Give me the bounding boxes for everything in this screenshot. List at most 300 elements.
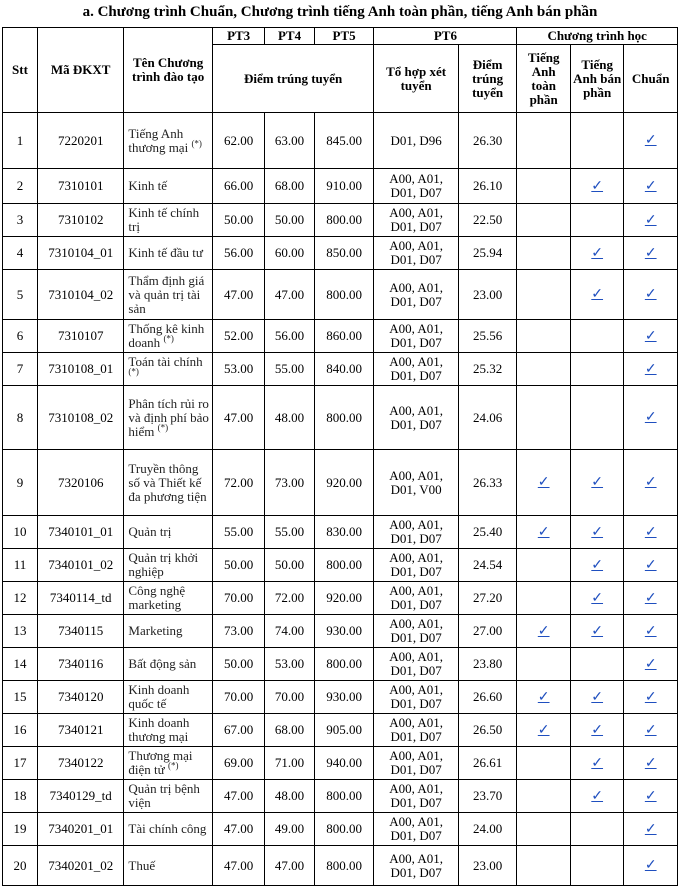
check-icon: ✓ — [644, 788, 657, 804]
cell-diem: 26.10 — [458, 169, 517, 204]
cell-stt: 13 — [3, 615, 38, 648]
program-name: Quản trị bệnh viện — [128, 781, 200, 810]
cell-diem: 23.00 — [458, 270, 517, 320]
cell-pt3: 47.00 — [212, 846, 264, 886]
cell-pt3: 50.00 — [212, 549, 264, 582]
cell-chuan — [624, 204, 678, 237]
header-pt6: PT6 — [374, 28, 517, 45]
cell-stt: 4 — [3, 237, 38, 270]
cell-pt5: 860.00 — [314, 320, 374, 353]
check-icon: ✓ — [537, 623, 550, 639]
table-row — [3, 113, 678, 169]
cell-pt5: 930.00 — [314, 681, 374, 714]
check-icon: ✓ — [644, 755, 657, 771]
cell-chuan — [624, 270, 678, 320]
check-icon: ✓ — [591, 524, 604, 540]
check-icon: ✓ — [644, 656, 657, 672]
check-icon: ✓ — [591, 722, 604, 738]
cell-chuan — [624, 681, 678, 714]
cell-chuan — [624, 549, 678, 582]
cell-ten — [124, 549, 212, 582]
cell-diem: 25.56 — [458, 320, 517, 353]
cell-ten — [124, 582, 212, 615]
cell-chuan — [624, 169, 678, 204]
cell-diem: 23.00 — [458, 846, 517, 886]
cell-pt3: 47.00 — [212, 780, 264, 813]
cell-pt4: 50.00 — [265, 204, 314, 237]
cell-pt5: 800.00 — [314, 780, 374, 813]
cell-ta-toan-phan — [517, 648, 571, 681]
program-name: Kinh tế — [128, 178, 168, 193]
cell-diem: 24.06 — [458, 386, 517, 450]
cell-diem: 26.50 — [458, 714, 517, 747]
cell-ma: 7220201 — [37, 113, 123, 169]
cell-to-hop: A00, A01, D01, D07 — [374, 549, 458, 582]
check-icon: ✓ — [537, 524, 550, 540]
cell-chuan — [624, 714, 678, 747]
cell-diem: 23.80 — [458, 648, 517, 681]
cell-ma: 7340116 — [37, 648, 123, 681]
check-icon: ✓ — [537, 722, 550, 738]
check-icon: ✓ — [644, 133, 657, 148]
cell-ten — [124, 237, 212, 270]
cell-ta-ban-phan — [570, 813, 624, 846]
cell-ma: 7310107 — [37, 320, 123, 353]
cell-pt5: 910.00 — [314, 169, 374, 204]
cell-ten — [124, 747, 212, 780]
cell-to-hop: A00, A01, D01, D07 — [374, 204, 458, 237]
cell-stt: 18 — [3, 780, 38, 813]
check-icon: ✓ — [644, 475, 657, 490]
table-row — [3, 516, 678, 549]
cell-to-hop: D01, D96 — [374, 113, 458, 169]
cell-pt5: 800.00 — [314, 270, 374, 320]
cell-to-hop: A00, A01, D01, D07 — [374, 237, 458, 270]
cell-ta-ban-phan — [570, 681, 624, 714]
cell-to-hop: A00, A01, D01, V00 — [374, 450, 458, 516]
cell-diem: 26.30 — [458, 113, 517, 169]
table-row — [3, 846, 678, 886]
cell-diem: 27.20 — [458, 582, 517, 615]
cell-pt3: 47.00 — [212, 386, 264, 450]
cell-stt: 20 — [3, 846, 38, 886]
cell-diem: 24.00 — [458, 813, 517, 846]
program-name: Quản trị khởi nghiệp — [128, 550, 199, 579]
table-row — [3, 615, 678, 648]
cell-pt4: 68.00 — [265, 714, 314, 747]
cell-pt3: 70.00 — [212, 582, 264, 615]
check-icon: ✓ — [591, 755, 604, 771]
cell-diem: 25.94 — [458, 237, 517, 270]
cell-chuan — [624, 582, 678, 615]
cell-ma: 7310101 — [37, 169, 123, 204]
cell-pt3: 47.00 — [212, 813, 264, 846]
cell-stt: 6 — [3, 320, 38, 353]
cell-to-hop: A00, A01, D01, D07 — [374, 681, 458, 714]
check-icon: ✓ — [644, 623, 657, 639]
cell-pt5: 840.00 — [314, 353, 374, 386]
program-name: Quản trị — [128, 524, 172, 539]
cell-ten — [124, 648, 212, 681]
cell-pt3: 50.00 — [212, 648, 264, 681]
cell-diem: 25.40 — [458, 516, 517, 549]
cell-pt5: 800.00 — [314, 204, 374, 237]
cell-ma: 7340201_01 — [37, 813, 123, 846]
table-row — [3, 320, 678, 353]
table-row — [3, 813, 678, 846]
cell-ma: 7310108_02 — [37, 386, 123, 450]
cell-ta-ban-phan — [570, 516, 624, 549]
cell-to-hop: A00, A01, D01, D07 — [374, 169, 458, 204]
section-title: a. Chương trình Chuẩn, Chương trình tiếng Anh toàn phần, tiếng Anh bán phần — [82, 4, 598, 20]
cell-ta-ban-phan — [570, 169, 624, 204]
program-name: Bất động sản — [128, 656, 197, 671]
header-diem-trung-tuyen: Điểm trúng tuyển — [212, 45, 374, 113]
cell-pt4: 50.00 — [265, 549, 314, 582]
cell-chuan — [624, 747, 678, 780]
cell-pt3: 62.00 — [212, 113, 264, 169]
cell-stt: 9 — [3, 450, 38, 516]
cell-ten — [124, 353, 212, 386]
check-icon: ✓ — [644, 245, 657, 261]
check-icon: ✓ — [644, 557, 657, 573]
cell-pt3: 66.00 — [212, 169, 264, 204]
cell-pt5: 940.00 — [314, 747, 374, 780]
cell-stt: 5 — [3, 270, 38, 320]
check-icon: ✓ — [644, 410, 657, 425]
cell-ta-ban-phan — [570, 549, 624, 582]
cell-to-hop: A00, A01, D01, D07 — [374, 714, 458, 747]
cell-ma: 7310102 — [37, 204, 123, 237]
cell-pt3: 73.00 — [212, 615, 264, 648]
cell-chuan — [624, 648, 678, 681]
check-icon: ✓ — [644, 722, 657, 738]
header-stt: Stt — [3, 28, 38, 113]
cell-ta-toan-phan — [517, 386, 571, 450]
cell-chuan — [624, 780, 678, 813]
cell-stt: 17 — [3, 747, 38, 780]
cell-to-hop: A00, A01, D01, D07 — [374, 615, 458, 648]
cell-pt5: 800.00 — [314, 549, 374, 582]
cell-ta-ban-phan — [570, 320, 624, 353]
cell-ten — [124, 615, 212, 648]
cell-pt5: 800.00 — [314, 846, 374, 886]
cell-diem: 27.00 — [458, 615, 517, 648]
program-name: Truyền thông số và Thiết kế đa phương tiện — [128, 460, 207, 504]
header-diem: Điểm trúng tuyển — [458, 45, 517, 113]
cell-ten — [124, 320, 212, 353]
table-row — [3, 780, 678, 813]
cell-ta-toan-phan — [517, 846, 571, 886]
program-name: Toán tài chính — [128, 354, 203, 369]
cell-chuan — [624, 353, 678, 386]
cell-ma: 7340115 — [37, 615, 123, 648]
cell-ma: 7340114_td — [37, 582, 123, 615]
cell-to-hop: A00, A01, D01, D07 — [374, 846, 458, 886]
cell-pt3: 70.00 — [212, 681, 264, 714]
cell-ta-ban-phan — [570, 714, 624, 747]
cell-pt3: 52.00 — [212, 320, 264, 353]
cell-ma: 7340120 — [37, 681, 123, 714]
cell-ta-toan-phan — [517, 204, 571, 237]
program-name: Phân tích rủi ro và định phí bảo hiểm — [128, 395, 209, 439]
cell-chuan — [624, 813, 678, 846]
check-icon: ✓ — [591, 689, 604, 705]
footnote-mark: (*) — [128, 366, 139, 377]
cell-pt4: 72.00 — [265, 582, 314, 615]
cell-pt4: 47.00 — [265, 270, 314, 320]
cell-pt5: 920.00 — [314, 582, 374, 615]
cell-ma: 7310104_01 — [37, 237, 123, 270]
cell-pt5: 800.00 — [314, 813, 374, 846]
cell-ta-toan-phan — [517, 113, 571, 169]
cell-diem: 23.70 — [458, 780, 517, 813]
cell-pt4: 73.00 — [265, 450, 314, 516]
cell-ma: 7340201_02 — [37, 846, 123, 886]
cell-pt4: 74.00 — [265, 615, 314, 648]
cell-to-hop: A00, A01, D01, D07 — [374, 747, 458, 780]
cell-ta-toan-phan — [517, 237, 571, 270]
cell-ta-toan-phan — [517, 582, 571, 615]
check-icon: ✓ — [644, 212, 657, 228]
cell-pt4: 47.00 — [265, 846, 314, 886]
cell-ten — [124, 204, 212, 237]
check-icon: ✓ — [591, 475, 604, 490]
cell-chuan — [624, 113, 678, 169]
table-row — [3, 386, 678, 450]
cell-stt: 7 — [3, 353, 38, 386]
cell-diem: 26.33 — [458, 450, 517, 516]
table-row — [3, 204, 678, 237]
check-icon: ✓ — [591, 178, 604, 194]
cell-pt5: 905.00 — [314, 714, 374, 747]
footnote-mark: (*) — [167, 760, 179, 771]
check-icon: ✓ — [644, 287, 657, 302]
cell-chuan — [624, 237, 678, 270]
cell-pt4: 48.00 — [265, 386, 314, 450]
cell-chuan — [624, 516, 678, 549]
cell-ten — [124, 270, 212, 320]
program-name: Tiếng Anh thương mại — [128, 125, 189, 155]
cell-ma: 7340129_td — [37, 780, 123, 813]
check-icon: ✓ — [591, 623, 604, 639]
check-icon: ✓ — [591, 788, 604, 804]
cell-pt5: 850.00 — [314, 237, 374, 270]
check-icon: ✓ — [591, 590, 604, 606]
check-icon: ✓ — [644, 689, 657, 705]
cell-ta-ban-phan — [570, 386, 624, 450]
table-row — [3, 353, 678, 386]
table-row — [3, 714, 678, 747]
check-icon: ✓ — [591, 557, 604, 573]
cell-pt4: 63.00 — [265, 113, 314, 169]
header-to-hop: Tổ hợp xét tuyển — [374, 45, 458, 113]
footnote-mark: (*) — [163, 333, 174, 344]
table-row — [3, 549, 678, 582]
table-body — [3, 113, 678, 886]
check-icon: ✓ — [537, 475, 550, 490]
cell-diem: 24.54 — [458, 549, 517, 582]
cell-to-hop: A00, A01, D01, D07 — [374, 270, 458, 320]
cell-ta-toan-phan — [517, 681, 571, 714]
footnote-mark: (*) — [157, 422, 169, 433]
cell-ma: 7310104_02 — [37, 270, 123, 320]
cell-stt: 19 — [3, 813, 38, 846]
cell-to-hop: A00, A01, D01, D07 — [374, 516, 458, 549]
cell-pt5: 800.00 — [314, 386, 374, 450]
check-icon: ✓ — [644, 178, 657, 194]
cell-ta-toan-phan — [517, 516, 571, 549]
header-ta-toan-phan: Tiếng Anh toàn phần — [517, 45, 571, 113]
cell-ta-toan-phan — [517, 780, 571, 813]
cell-ta-toan-phan — [517, 747, 571, 780]
program-name: Thương mại điện tử — [128, 748, 193, 777]
table-row — [3, 270, 678, 320]
cell-ten — [124, 813, 212, 846]
cell-chuan — [624, 846, 678, 886]
cell-pt3: 55.00 — [212, 516, 264, 549]
table-row — [3, 450, 678, 516]
cell-diem: 26.61 — [458, 747, 517, 780]
header-pt4: PT4 — [265, 28, 314, 45]
cell-stt: 3 — [3, 204, 38, 237]
cell-ten — [124, 516, 212, 549]
cell-ta-ban-phan — [570, 582, 624, 615]
check-icon: ✓ — [644, 328, 657, 344]
cell-pt4: 49.00 — [265, 813, 314, 846]
cell-ten — [124, 113, 212, 169]
cell-to-hop: A00, A01, D01, D07 — [374, 353, 458, 386]
cell-ta-ban-phan — [570, 615, 624, 648]
cell-pt5: 800.00 — [314, 648, 374, 681]
cell-to-hop: A00, A01, D01, D07 — [374, 813, 458, 846]
cell-pt4: 68.00 — [265, 169, 314, 204]
cell-ta-ban-phan — [570, 450, 624, 516]
cell-diem: 22.50 — [458, 204, 517, 237]
cell-ten — [124, 846, 212, 886]
cell-stt: 1 — [3, 113, 38, 169]
cell-ta-ban-phan — [570, 270, 624, 320]
admission-table — [2, 27, 678, 886]
cell-ta-toan-phan — [517, 450, 571, 516]
cell-pt4: 70.00 — [265, 681, 314, 714]
cell-stt: 8 — [3, 386, 38, 450]
cell-ten — [124, 780, 212, 813]
cell-ta-ban-phan — [570, 780, 624, 813]
program-name: Marketing — [128, 623, 183, 638]
program-name: Thuế — [128, 857, 156, 873]
program-name: Tài chính công — [128, 821, 207, 836]
cell-stt: 12 — [3, 582, 38, 615]
cell-ta-ban-phan — [570, 353, 624, 386]
cell-ta-toan-phan — [517, 714, 571, 747]
cell-ma: 7310108_01 — [37, 353, 123, 386]
cell-ma: 7340121 — [37, 714, 123, 747]
cell-pt3: 69.00 — [212, 747, 264, 780]
cell-ta-ban-phan — [570, 237, 624, 270]
cell-ta-toan-phan — [517, 549, 571, 582]
header-ten: Tên Chương trình đào tạo — [124, 28, 212, 113]
cell-pt3: 67.00 — [212, 714, 264, 747]
cell-pt3: 53.00 — [212, 353, 264, 386]
cell-ta-ban-phan — [570, 747, 624, 780]
cell-pt4: 55.00 — [265, 353, 314, 386]
cell-ta-toan-phan — [517, 615, 571, 648]
check-icon: ✓ — [644, 858, 657, 873]
cell-pt5: 930.00 — [314, 615, 374, 648]
cell-ten — [124, 714, 212, 747]
table-row — [3, 169, 678, 204]
check-icon: ✓ — [591, 287, 604, 302]
program-name: Kinh tế chính trị — [128, 205, 200, 234]
cell-ten — [124, 450, 212, 516]
cell-ten — [124, 169, 212, 204]
cell-stt: 11 — [3, 549, 38, 582]
cell-ta-ban-phan — [570, 113, 624, 169]
header-pt5: PT5 — [314, 28, 374, 45]
program-name: Công nghệ marketing — [128, 583, 186, 612]
cell-pt5: 830.00 — [314, 516, 374, 549]
table-row — [3, 582, 678, 615]
cell-ta-toan-phan — [517, 169, 571, 204]
program-name: Kinh tế đầu tư — [128, 245, 203, 260]
cell-ma: 7320106 — [37, 450, 123, 516]
cell-ta-ban-phan — [570, 846, 624, 886]
header-ma: Mã ĐKXT — [37, 28, 123, 113]
cell-ta-ban-phan — [570, 204, 624, 237]
cell-pt3: 56.00 — [212, 237, 264, 270]
cell-stt: 2 — [3, 169, 38, 204]
cell-pt4: 60.00 — [265, 237, 314, 270]
program-name: Thống kê kinh doanh — [128, 321, 205, 350]
cell-chuan — [624, 615, 678, 648]
cell-ta-toan-phan — [517, 320, 571, 353]
cell-pt4: 48.00 — [265, 780, 314, 813]
program-name: Kinh doanh quốc tế — [128, 682, 190, 711]
cell-pt3: 47.00 — [212, 270, 264, 320]
check-icon: ✓ — [644, 524, 657, 540]
table-row — [3, 237, 678, 270]
check-icon: ✓ — [591, 245, 604, 261]
cell-ma: 7340101_02 — [37, 549, 123, 582]
check-icon: ✓ — [644, 821, 657, 837]
header-chuong-trinh-hoc: Chương trình học — [517, 28, 678, 45]
cell-ta-ban-phan — [570, 648, 624, 681]
cell-stt: 15 — [3, 681, 38, 714]
cell-pt3: 72.00 — [212, 450, 264, 516]
cell-pt4: 56.00 — [265, 320, 314, 353]
cell-stt: 10 — [3, 516, 38, 549]
cell-stt: 14 — [3, 648, 38, 681]
cell-chuan — [624, 386, 678, 450]
header-ta-ban-phan: Tiếng Anh bán phần — [570, 45, 624, 113]
check-icon: ✓ — [644, 590, 657, 606]
cell-ten — [124, 681, 212, 714]
cell-ma: 7340101_01 — [37, 516, 123, 549]
check-icon: ✓ — [644, 361, 657, 377]
cell-ta-toan-phan — [517, 270, 571, 320]
cell-pt4: 53.00 — [265, 648, 314, 681]
cell-ta-toan-phan — [517, 813, 571, 846]
check-icon: ✓ — [537, 689, 550, 705]
cell-to-hop: A00, A01, D01, D07 — [374, 320, 458, 353]
cell-pt4: 55.00 — [265, 516, 314, 549]
cell-to-hop: A00, A01, D01, D07 — [374, 780, 458, 813]
cell-to-hop: A00, A01, D01, D07 — [374, 582, 458, 615]
table-row — [3, 747, 678, 780]
cell-chuan — [624, 450, 678, 516]
cell-ma: 7340122 — [37, 747, 123, 780]
